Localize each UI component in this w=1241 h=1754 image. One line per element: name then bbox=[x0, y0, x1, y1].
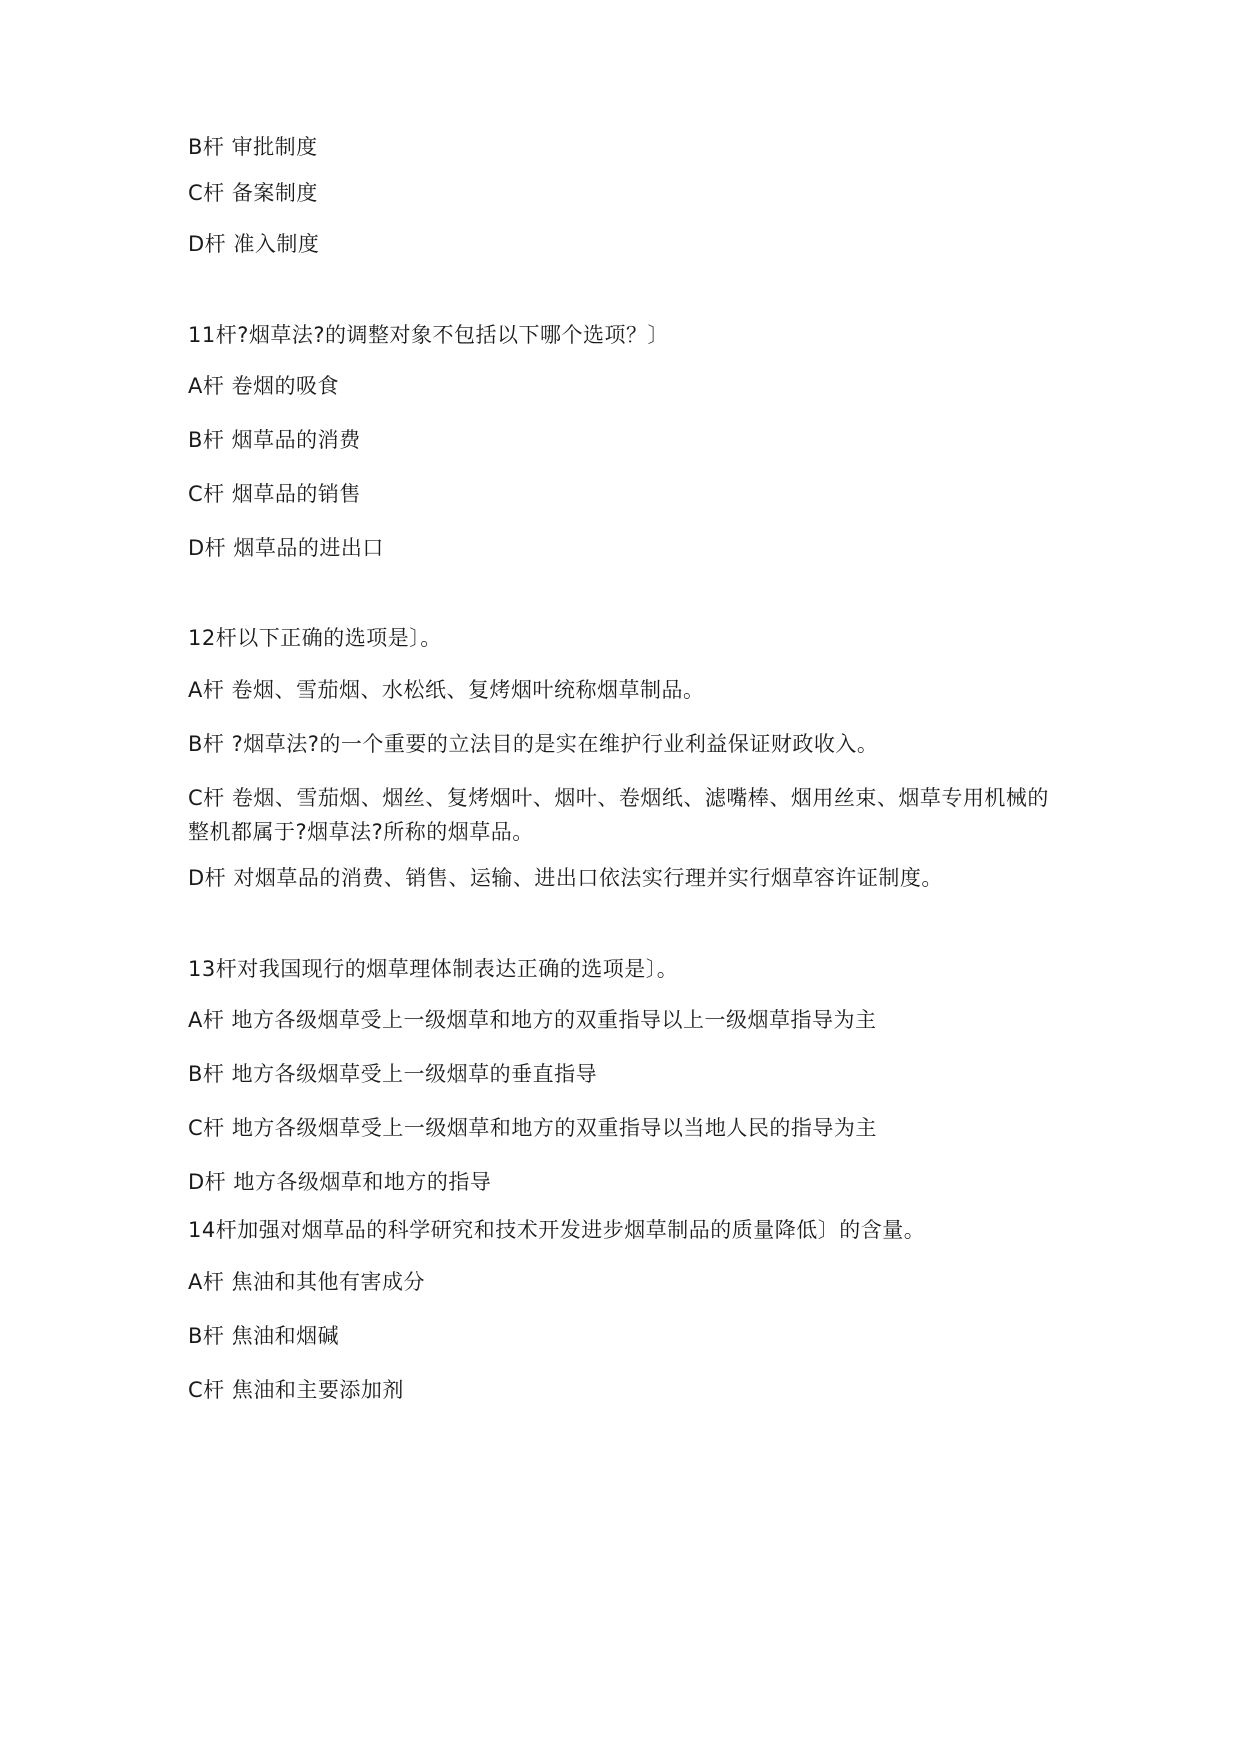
option-b-q11: B杆 烟草品的消费 bbox=[188, 428, 361, 452]
option-a-q13: A杆 地方各级烟草受上一级烟草和地方的双重指导以上一级烟草指导为主 bbox=[188, 1008, 877, 1032]
option-c-q14: C杆 焦油和主要添加剂 bbox=[188, 1378, 404, 1402]
question-12: 12杆以下正确的选项是〕。 bbox=[188, 626, 442, 650]
option-c-q12: C杆 卷烟、雪茄烟、烟丝、复烤烟叶、烟叶、卷烟纸、滤嘴棒、烟用丝束、烟草专用机械的整机都属于?烟草法?所称的烟草品。 bbox=[188, 786, 1049, 844]
question-11: 11杆?烟草法?的调整对象不包括以下哪个选项？〕 bbox=[188, 323, 670, 347]
option-d-q12: D杆 对烟草品的消费、销售、运输、进出口依法实行理并实行烟草容许证制度。 bbox=[188, 866, 943, 890]
option-d-q13: D杆 地方各级烟草和地方的指导 bbox=[188, 1170, 492, 1194]
option-b-q13: B杆 地方各级烟草受上一级烟草的垂直指导 bbox=[188, 1062, 598, 1086]
question-14: 14杆加强对烟草品的科学研究和技术开发进步烟草制品的质量降低〕的含量。 bbox=[188, 1218, 926, 1242]
option-a-q11: A杆 卷烟的吸食 bbox=[188, 374, 340, 398]
option-d-q10: D杆 准入制度 bbox=[188, 232, 320, 256]
option-a-q14: A杆 焦油和其他有害成分 bbox=[188, 1270, 426, 1294]
question-13: 13杆对我国现行的烟草理体制表达正确的选项是〕。 bbox=[188, 957, 679, 981]
option-d-q11: D杆 烟草品的进出口 bbox=[188, 536, 384, 560]
option-b-q10: B杆 审批制度 bbox=[188, 135, 318, 159]
option-c-q11: C杆 烟草品的销售 bbox=[188, 482, 361, 506]
option-b-q14: B杆 焦油和烟碱 bbox=[188, 1324, 340, 1348]
option-c-q13: C杆 地方各级烟草受上一级烟草和地方的双重指导以当地人民的指导为主 bbox=[188, 1116, 877, 1140]
option-a-q12: A杆 卷烟、雪茄烟、水松纸、复烤烟叶统称烟草制品。 bbox=[188, 678, 705, 702]
option-c-q10: C杆 备案制度 bbox=[188, 181, 318, 205]
option-b-q12: B杆 ?烟草法?的一个重要的立法目的是实在维护行业利益保证财政收入。 bbox=[188, 732, 879, 756]
